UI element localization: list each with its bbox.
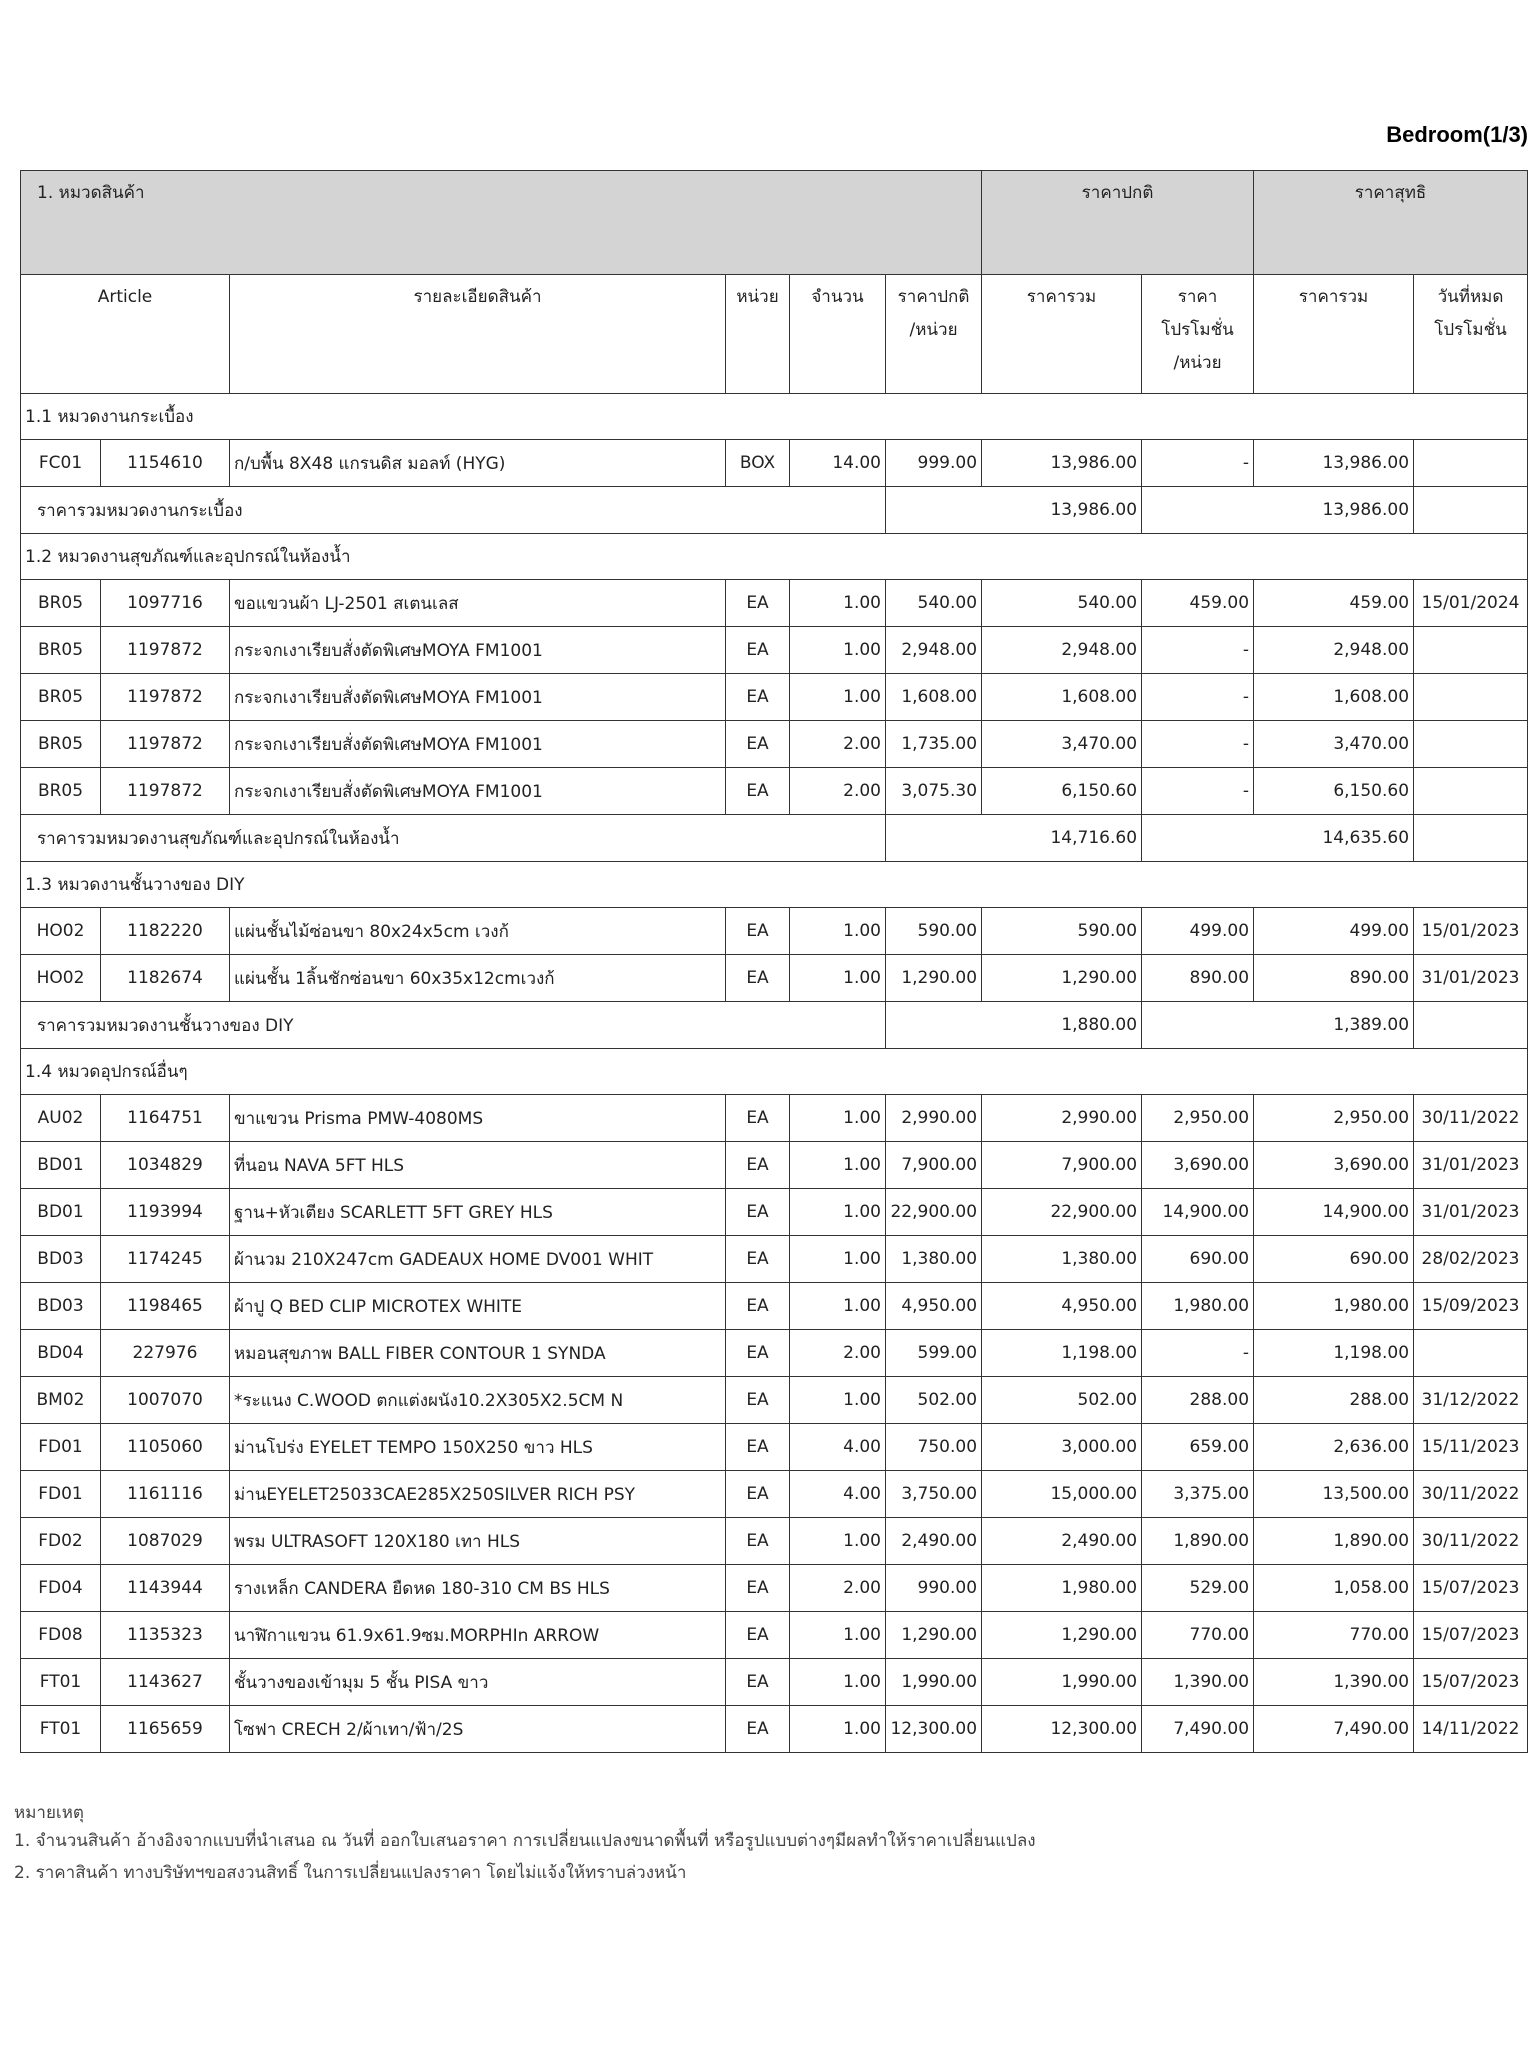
cell-unit: EA: [726, 1659, 790, 1706]
cell-description: พรม ULTRASOFT 120X180 เทา HLS: [230, 1518, 726, 1565]
cell-unit: EA: [726, 580, 790, 627]
col-description: รายละเอียดสินค้า: [230, 275, 726, 394]
cell-article: 1165659: [101, 1706, 230, 1753]
col-promo-price: [1142, 275, 1254, 394]
cell-qty: 4.00: [790, 1471, 886, 1518]
quotation-table: [20, 170, 1528, 1753]
cell-promo-end: 31/01/2023: [1414, 955, 1528, 1002]
cell-article: 1182220: [101, 908, 230, 955]
cell-unit-price: 590.00: [886, 908, 982, 955]
cell-net-total: 2,950.00: [1254, 1095, 1414, 1142]
cell-article: 1007070: [101, 1377, 230, 1424]
cell-unit: EA: [726, 1283, 790, 1330]
section-title: 1.3 หมวดงานชั้นวางของ DIY: [21, 862, 1528, 908]
cell-qty: 1.00: [790, 1236, 886, 1283]
header-row-group: [21, 171, 1528, 275]
cell-unit: EA: [726, 908, 790, 955]
cell-code: FD04: [21, 1565, 101, 1612]
table-row: [21, 955, 1528, 1002]
cell-promo-price: -: [1142, 440, 1254, 487]
cell-unit: EA: [726, 1236, 790, 1283]
cell-unit-price: 1,735.00: [886, 721, 982, 768]
subtotal-value: 14,716.60: [886, 815, 1142, 862]
cell-promo-end: 30/11/2022: [1414, 1518, 1528, 1565]
table-row: [21, 440, 1528, 487]
cell-total: 502.00: [982, 1377, 1142, 1424]
cell-promo-price: 2,950.00: [1142, 1095, 1254, 1142]
cell-description: กระจกเงาเรียบสั่งตัดพิเศษMOYA FM1001: [230, 768, 726, 815]
cell-qty: 1.00: [790, 908, 886, 955]
cell-article: 1154610: [101, 440, 230, 487]
cell-net-total: 2,948.00: [1254, 627, 1414, 674]
cell-promo-end: [1414, 440, 1528, 487]
cell-description: ผ้านวม 210X247cm GADEAUX HOME DV001 WHIT: [230, 1236, 726, 1283]
cell-code: BR05: [21, 580, 101, 627]
cell-total: 1,608.00: [982, 674, 1142, 721]
cell-code: BR05: [21, 768, 101, 815]
net-subtotal-value: 14,635.60: [1142, 815, 1414, 862]
cell-unit: EA: [726, 1189, 790, 1236]
cell-total: 590.00: [982, 908, 1142, 955]
cell-unit: BOX: [726, 440, 790, 487]
table-row: [21, 1283, 1528, 1330]
cell-total: 1,380.00: [982, 1236, 1142, 1283]
cell-unit: EA: [726, 674, 790, 721]
cell-code: FD01: [21, 1424, 101, 1471]
cell-promo-end: 15/09/2023: [1414, 1283, 1528, 1330]
page-label: Bedroom(1/3): [1386, 122, 1528, 147]
table-row: [21, 1424, 1528, 1471]
note-line-2: 2. ราคาสินค้า ทางบริษัทฯขอสงวนสิทธิ์ ในการเปลี่ยนแปลงราคา โดยไม่แจ้งให้ทราบล่วงหน้า: [14, 1863, 687, 1883]
cell-promo-end: 15/11/2023: [1414, 1424, 1528, 1471]
cell-code: FD02: [21, 1518, 101, 1565]
cell-net-total: 1,390.00: [1254, 1659, 1414, 1706]
cell-unit-price: 12,300.00: [886, 1706, 982, 1753]
cell-promo-price: 3,375.00: [1142, 1471, 1254, 1518]
col-unit: หน่วย: [726, 275, 790, 394]
cell-qty: 14.00: [790, 440, 886, 487]
cell-promo-end: 30/11/2022: [1414, 1095, 1528, 1142]
cell-promo-end: 14/11/2022: [1414, 1706, 1528, 1753]
table-row: [21, 1189, 1528, 1236]
cell-qty: 2.00: [790, 1565, 886, 1612]
cell-net-total: 890.00: [1254, 955, 1414, 1002]
cell-promo-price: -: [1142, 1330, 1254, 1377]
subtotal-row: [21, 815, 1528, 862]
cell-article: 1197872: [101, 721, 230, 768]
net-subtotal-value: 13,986.00: [1142, 487, 1414, 534]
cell-article: 1198465: [101, 1283, 230, 1330]
cell-code: BR05: [21, 674, 101, 721]
cell-unit: EA: [726, 1142, 790, 1189]
cell-description: ที่นอน NAVA 5FT HLS: [230, 1142, 726, 1189]
cell-description: ขาแขวน Prisma PMW-4080MS: [230, 1095, 726, 1142]
cell-code: BD01: [21, 1142, 101, 1189]
table-row: [21, 1659, 1528, 1706]
cell-promo-end: 31/01/2023: [1414, 1142, 1528, 1189]
col-end-line1: วันที่หมด: [1437, 287, 1504, 307]
section-header-row: [21, 862, 1528, 908]
cell-net-total: 13,500.00: [1254, 1471, 1414, 1518]
cell-unit: EA: [726, 1377, 790, 1424]
subtotal-end: [1414, 815, 1528, 862]
cell-qty: 1.00: [790, 1659, 886, 1706]
cell-unit-price: 2,490.00: [886, 1518, 982, 1565]
cell-unit-price: 22,900.00: [886, 1189, 982, 1236]
cell-code: BD04: [21, 1330, 101, 1377]
col-promo-line3: /หน่วย: [1173, 353, 1222, 373]
cell-description: ผ้าปู Q BED CLIP MICROTEX WHITE: [230, 1283, 726, 1330]
cell-unit-price: 540.00: [886, 580, 982, 627]
cell-qty: 1.00: [790, 1612, 886, 1659]
subtotal-end: [1414, 487, 1528, 534]
col-qty: จำนวน: [790, 275, 886, 394]
cell-promo-end: [1414, 627, 1528, 674]
cell-net-total: 499.00: [1254, 908, 1414, 955]
cell-net-total: 770.00: [1254, 1612, 1414, 1659]
table-row: [21, 1471, 1528, 1518]
cell-promo-price: 1,980.00: [1142, 1283, 1254, 1330]
cell-description: กระจกเงาเรียบสั่งตัดพิเศษMOYA FM1001: [230, 627, 726, 674]
cell-net-total: 1,198.00: [1254, 1330, 1414, 1377]
cell-article: 1161116: [101, 1471, 230, 1518]
cell-promo-price: 690.00: [1142, 1236, 1254, 1283]
cell-promo-end: 28/02/2023: [1414, 1236, 1528, 1283]
cell-total: 3,470.00: [982, 721, 1142, 768]
cell-description: นาฬิกาแขวน 61.9x61.9ซม.MORPHIn ARROW: [230, 1612, 726, 1659]
cell-qty: 1.00: [790, 1518, 886, 1565]
cell-promo-price: -: [1142, 768, 1254, 815]
cell-description: กระจกเงาเรียบสั่งตัดพิเศษMOYA FM1001: [230, 721, 726, 768]
cell-unit-price: 999.00: [886, 440, 982, 487]
cell-unit-price: 3,750.00: [886, 1471, 982, 1518]
cell-description: โซฟา CRECH 2/ผ้าเทา/ฟ้า/2S: [230, 1706, 726, 1753]
cell-article: 1034829: [101, 1142, 230, 1189]
cell-promo-end: 15/07/2023: [1414, 1565, 1528, 1612]
section-header-row: [21, 394, 1528, 440]
header-normal-price: ราคาปกติ: [982, 171, 1254, 275]
cell-qty: 2.00: [790, 1330, 886, 1377]
cell-qty: 4.00: [790, 1424, 886, 1471]
cell-net-total: 1,058.00: [1254, 1565, 1414, 1612]
col-promo-end: [1414, 275, 1528, 394]
table-row: [21, 1706, 1528, 1753]
table-row: [21, 1095, 1528, 1142]
cell-total: 1,290.00: [982, 1612, 1142, 1659]
cell-unit-price: 2,990.00: [886, 1095, 982, 1142]
cell-article: 1143627: [101, 1659, 230, 1706]
cell-description: แผ่นชั้น 1ลิ้นชักซ่อนขา 60x35x12cmเวงก้: [230, 955, 726, 1002]
cell-promo-price: 3,690.00: [1142, 1142, 1254, 1189]
cell-promo-price: 288.00: [1142, 1377, 1254, 1424]
cell-unit: EA: [726, 721, 790, 768]
cell-total: 12,300.00: [982, 1706, 1142, 1753]
cell-net-total: 288.00: [1254, 1377, 1414, 1424]
table-row: [21, 1612, 1528, 1659]
cell-qty: 1.00: [790, 1142, 886, 1189]
cell-promo-end: [1414, 768, 1528, 815]
cell-unit: EA: [726, 1612, 790, 1659]
cell-unit: EA: [726, 1565, 790, 1612]
cell-code: BR05: [21, 627, 101, 674]
cell-description: รางเหล็ก CANDERA ยืดหด 180-310 CM BS HLS: [230, 1565, 726, 1612]
table-row: [21, 768, 1528, 815]
cell-description: หมอนสุขภาพ BALL FIBER CONTOUR 1 SYNDA: [230, 1330, 726, 1377]
cell-code: BM02: [21, 1377, 101, 1424]
cell-net-total: 1,980.00: [1254, 1283, 1414, 1330]
header-category: 1. หมวดสินค้า: [21, 171, 982, 275]
table-row: [21, 1236, 1528, 1283]
cell-promo-price: 659.00: [1142, 1424, 1254, 1471]
cell-promo-price: 529.00: [1142, 1565, 1254, 1612]
cell-total: 2,948.00: [982, 627, 1142, 674]
cell-net-total: 459.00: [1254, 580, 1414, 627]
cell-unit: EA: [726, 955, 790, 1002]
cell-unit-price: 990.00: [886, 1565, 982, 1612]
cell-code: BR05: [21, 721, 101, 768]
table-row: [21, 908, 1528, 955]
cell-qty: 1.00: [790, 674, 886, 721]
cell-unit-price: 750.00: [886, 1424, 982, 1471]
cell-total: 22,900.00: [982, 1189, 1142, 1236]
col-net-total: ราคารวม: [1254, 275, 1414, 394]
cell-description: ม่านEYELET25033CAE285X250SILVER RICH PSY: [230, 1471, 726, 1518]
table-row: [21, 627, 1528, 674]
cell-unit-price: 1,290.00: [886, 955, 982, 1002]
cell-promo-price: 770.00: [1142, 1612, 1254, 1659]
cell-qty: 1.00: [790, 580, 886, 627]
table-row: [21, 1518, 1528, 1565]
table-row: [21, 580, 1528, 627]
cell-description: *ระแนง C.WOOD ตกแต่งผนัง10.2X305X2.5CM N: [230, 1377, 726, 1424]
cell-promo-price: 890.00: [1142, 955, 1254, 1002]
cell-unit-price: 502.00: [886, 1377, 982, 1424]
subtotal-row: [21, 487, 1528, 534]
cell-promo-price: -: [1142, 721, 1254, 768]
cell-code: BD03: [21, 1236, 101, 1283]
cell-qty: 2.00: [790, 721, 886, 768]
cell-unit-price: 599.00: [886, 1330, 982, 1377]
cell-unit-price: 1,290.00: [886, 1612, 982, 1659]
col-end-line2: โปรโมชั่น: [1434, 320, 1507, 340]
cell-net-total: 690.00: [1254, 1236, 1414, 1283]
cell-unit: EA: [726, 1706, 790, 1753]
subtotal-label: ราคารวมหมวดงานสุขภัณฑ์และอุปกรณ์ในห้องน้ำ: [21, 815, 886, 862]
net-subtotal-value: 1,389.00: [1142, 1002, 1414, 1049]
cell-unit-price: 2,948.00: [886, 627, 982, 674]
cell-promo-price: -: [1142, 674, 1254, 721]
table-row: [21, 1330, 1528, 1377]
cell-description: ก/บพื้น 8X48 แกรนดิส มอลท์ (HYG): [230, 440, 726, 487]
col-promo-line1: ราคา: [1177, 287, 1218, 307]
cell-article: 1087029: [101, 1518, 230, 1565]
cell-total: 7,900.00: [982, 1142, 1142, 1189]
cell-code: FT01: [21, 1659, 101, 1706]
cell-total: 1,980.00: [982, 1565, 1142, 1612]
cell-description: แผ่นชั้นไม้ซ่อนขา 80x24x5cm เวงก้: [230, 908, 726, 955]
cell-total: 1,290.00: [982, 955, 1142, 1002]
cell-code: AU02: [21, 1095, 101, 1142]
cell-unit-price: 4,950.00: [886, 1283, 982, 1330]
cell-unit: EA: [726, 1424, 790, 1471]
col-article: Article: [21, 275, 230, 394]
cell-promo-price: 499.00: [1142, 908, 1254, 955]
cell-net-total: 6,150.60: [1254, 768, 1414, 815]
cell-unit: EA: [726, 768, 790, 815]
cell-qty: 1.00: [790, 1283, 886, 1330]
section-title: 1.4 หมวดอุปกรณ์อื่นๆ: [21, 1049, 1528, 1095]
section-header-row: [21, 1049, 1528, 1095]
subtotal-label: ราคารวมหมวดงานชั้นวางของ DIY: [21, 1002, 886, 1049]
table-row: [21, 1142, 1528, 1189]
cell-net-total: 2,636.00: [1254, 1424, 1414, 1471]
cell-unit-price: 1,380.00: [886, 1236, 982, 1283]
notes-title: หมายเหตุ: [14, 1803, 84, 1823]
cell-total: 13,986.00: [982, 440, 1142, 487]
cell-unit: EA: [726, 1471, 790, 1518]
cell-qty: 1.00: [790, 955, 886, 1002]
cell-promo-end: 15/07/2023: [1414, 1659, 1528, 1706]
cell-total: 6,150.60: [982, 768, 1142, 815]
cell-total: 15,000.00: [982, 1471, 1142, 1518]
cell-article: 1182674: [101, 955, 230, 1002]
subtotal-row: [21, 1002, 1528, 1049]
cell-code: FC01: [21, 440, 101, 487]
cell-net-total: 14,900.00: [1254, 1189, 1414, 1236]
cell-unit: EA: [726, 1095, 790, 1142]
cell-net-total: 3,470.00: [1254, 721, 1414, 768]
cell-net-total: 13,986.00: [1254, 440, 1414, 487]
note-line-1: 1. จำนวนสินค้า อ้างอิงจากแบบที่นำเสนอ ณ วันที่ ออกใบเสนอราคา การเปลี่ยนแปลงขนาดพื้นที่ หรือรูปแบบต่างๆมีผลทำให้ราคาเปลี่ยนแปลง: [14, 1831, 1036, 1851]
col-total: ราคารวม: [982, 275, 1142, 394]
cell-article: 1197872: [101, 627, 230, 674]
cell-promo-price: 459.00: [1142, 580, 1254, 627]
cell-promo-price: 7,490.00: [1142, 1706, 1254, 1753]
header-net-price: ราคาสุทธิ: [1254, 171, 1528, 275]
col-unit-price-line1: ราคาปกติ: [897, 287, 970, 307]
cell-article: 1105060: [101, 1424, 230, 1471]
cell-article: 1097716: [101, 580, 230, 627]
cell-net-total: 3,690.00: [1254, 1142, 1414, 1189]
cell-promo-end: 31/12/2022: [1414, 1377, 1528, 1424]
cell-unit-price: 1,990.00: [886, 1659, 982, 1706]
cell-unit: EA: [726, 627, 790, 674]
cell-description: กระจกเงาเรียบสั่งตัดพิเศษMOYA FM1001: [230, 674, 726, 721]
cell-article: 1143944: [101, 1565, 230, 1612]
cell-promo-end: 15/01/2024: [1414, 580, 1528, 627]
cell-unit: EA: [726, 1330, 790, 1377]
cell-net-total: 1,608.00: [1254, 674, 1414, 721]
section-title: 1.1 หมวดงานกระเบื้อง: [21, 394, 1528, 440]
cell-description: ฐาน+หัวเตียง SCARLETT 5FT GREY HLS: [230, 1189, 726, 1236]
cell-promo-end: 31/01/2023: [1414, 1189, 1528, 1236]
cell-description: ชั้นวางของเข้ามุม 5 ชั้น PISA ขาว: [230, 1659, 726, 1706]
section-header-row: [21, 534, 1528, 580]
cell-promo-end: [1414, 674, 1528, 721]
cell-total: 2,490.00: [982, 1518, 1142, 1565]
header-row-columns: [21, 275, 1528, 394]
cell-code: BD01: [21, 1189, 101, 1236]
cell-net-total: 7,490.00: [1254, 1706, 1414, 1753]
cell-unit: EA: [726, 1518, 790, 1565]
subtotal-label: ราคารวมหมวดงานกระเบื้อง: [21, 487, 886, 534]
cell-unit-price: 3,075.30: [886, 768, 982, 815]
cell-code: HO02: [21, 955, 101, 1002]
subtotal-value: 1,880.00: [886, 1002, 1142, 1049]
cell-total: 4,950.00: [982, 1283, 1142, 1330]
cell-article: 1174245: [101, 1236, 230, 1283]
col-unit-price: [886, 275, 982, 394]
cell-net-total: 1,890.00: [1254, 1518, 1414, 1565]
cell-unit-price: 7,900.00: [886, 1142, 982, 1189]
cell-article: 1197872: [101, 674, 230, 721]
cell-article: 1197872: [101, 768, 230, 815]
cell-promo-price: 1,390.00: [1142, 1659, 1254, 1706]
section-title: 1.2 หมวดงานสุขภัณฑ์และอุปกรณ์ในห้องน้ำ: [21, 534, 1528, 580]
cell-qty: 1.00: [790, 627, 886, 674]
col-promo-line2: โปรโมชั่น: [1161, 320, 1234, 340]
subtotal-value: 13,986.00: [886, 487, 1142, 534]
table-body: [21, 171, 1528, 1753]
cell-code: BD03: [21, 1283, 101, 1330]
table-row: [21, 674, 1528, 721]
col-unit-price-line2: /หน่วย: [909, 320, 958, 340]
cell-promo-price: 14,900.00: [1142, 1189, 1254, 1236]
cell-article: 1193994: [101, 1189, 230, 1236]
table-row: [21, 721, 1528, 768]
cell-promo-end: 15/01/2023: [1414, 908, 1528, 955]
cell-promo-end: [1414, 1330, 1528, 1377]
cell-promo-price: -: [1142, 627, 1254, 674]
cell-code: HO02: [21, 908, 101, 955]
subtotal-end: [1414, 1002, 1528, 1049]
cell-description: ขอแขวนผ้า LJ-2501 สเตนเลส: [230, 580, 726, 627]
cell-article: 1135323: [101, 1612, 230, 1659]
cell-promo-end: 15/07/2023: [1414, 1612, 1528, 1659]
cell-description: ม่านโปร่ง EYELET TEMPO 150X250 ขาว HLS: [230, 1424, 726, 1471]
cell-article: 1164751: [101, 1095, 230, 1142]
cell-code: FD01: [21, 1471, 101, 1518]
cell-total: 1,990.00: [982, 1659, 1142, 1706]
cell-total: 2,990.00: [982, 1095, 1142, 1142]
cell-qty: 1.00: [790, 1706, 886, 1753]
cell-total: 3,000.00: [982, 1424, 1142, 1471]
cell-promo-end: [1414, 721, 1528, 768]
cell-qty: 1.00: [790, 1377, 886, 1424]
cell-total: 1,198.00: [982, 1330, 1142, 1377]
table-row: [21, 1377, 1528, 1424]
cell-code: FD08: [21, 1612, 101, 1659]
cell-code: FT01: [21, 1706, 101, 1753]
cell-promo-price: 1,890.00: [1142, 1518, 1254, 1565]
table-row: [21, 1565, 1528, 1612]
cell-total: 540.00: [982, 580, 1142, 627]
cell-article: 227976: [101, 1330, 230, 1377]
cell-qty: 1.00: [790, 1095, 886, 1142]
cell-unit-price: 1,608.00: [886, 674, 982, 721]
cell-qty: 2.00: [790, 768, 886, 815]
cell-promo-end: 30/11/2022: [1414, 1471, 1528, 1518]
cell-qty: 1.00: [790, 1189, 886, 1236]
